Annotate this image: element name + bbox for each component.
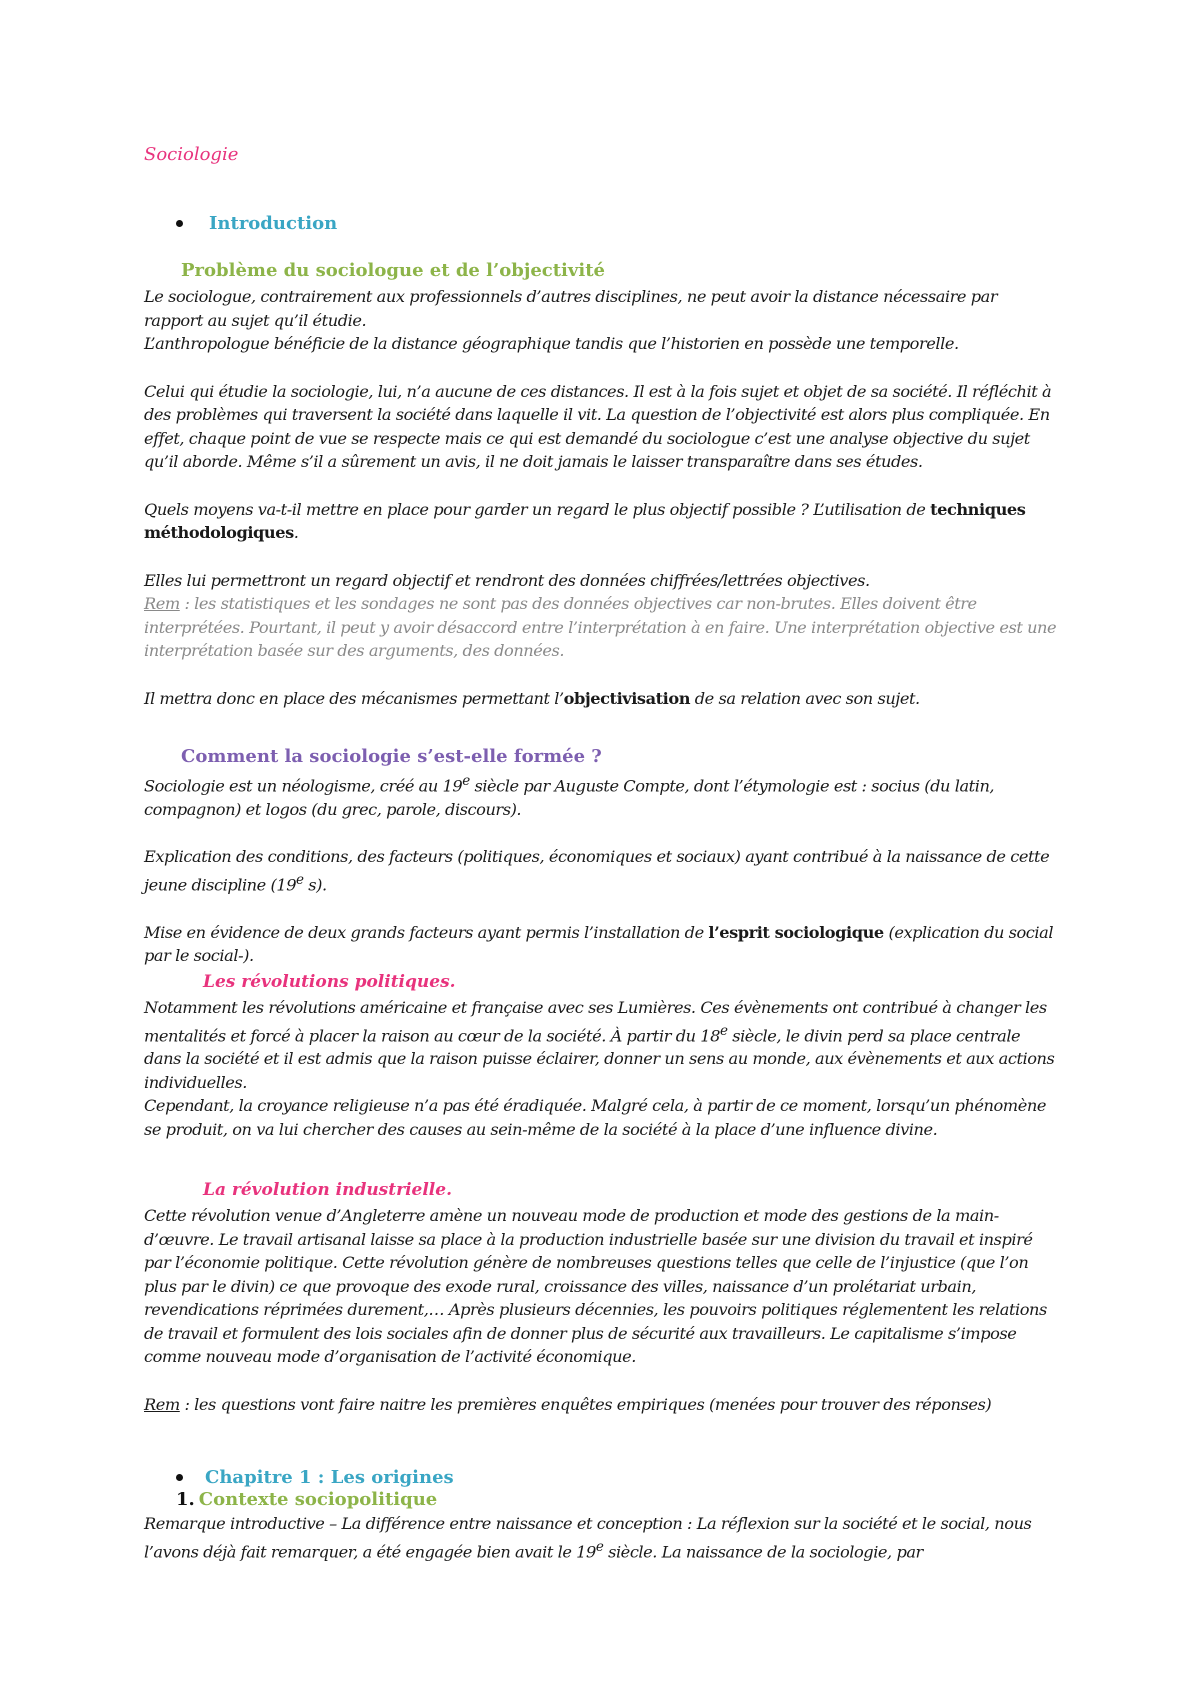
- bullet-icon: [176, 220, 183, 227]
- chapter1-body: [144, 1512, 1060, 1563]
- text-run: de sa relation avec son sujet.: [690, 688, 920, 708]
- superscript: e: [462, 773, 470, 789]
- bold-term: objectivisation: [563, 688, 691, 708]
- intro-heading: Introduction: [209, 213, 338, 234]
- remark-label: Rem: [144, 1394, 180, 1414]
- paragraph: [144, 687, 1060, 711]
- bold-term: techniques méthodologiques: [144, 499, 1026, 542]
- text-run: .: [293, 523, 299, 542]
- superscript: e: [595, 1538, 604, 1555]
- chapter1-subheading-row: [176, 1489, 437, 1510]
- chapter1-subheading: Contexte sociopolitique: [198, 1489, 438, 1510]
- text-run: Remarque introductive – La différence entre naissance et conception : La réflexion sur la société et le social, nous l’avons déjà fait remarquer, a été engagée bien avait le 19: [144, 1514, 1032, 1561]
- paragraph: [144, 770, 1060, 821]
- remark-label: Rem: [144, 594, 180, 613]
- section-heading-objectivity: Problème du sociologue et de l’objectivité: [181, 260, 605, 281]
- subheading-number: 1.: [176, 1489, 195, 1510]
- paragraph: [144, 921, 1060, 968]
- section-objectivity-body: [144, 285, 1060, 710]
- section-heading-industrial-revolution: La révolution industrielle.: [203, 1180, 452, 1200]
- text-run: Quels moyens va-t-il mettre en place pour garder un regard le plus objectif possible ? L’utilisation de: [144, 499, 931, 519]
- paragraph: [144, 845, 1060, 896]
- text-run: Il mettra donc en place des mécanismes permettant l’: [144, 688, 564, 708]
- paragraph: L’anthropologue bénéficie de la distance géographique tandis que l’historien en possède une temporelle.: [144, 334, 959, 353]
- paragraph: [144, 498, 1060, 545]
- text-run: s).: [303, 875, 327, 895]
- paragraph: Celui qui étudie la sociologie, lui, n’a aucune de ces distances. Il est à la fois sujet et objet de sa société. Il réfléchit à des problèmes qui traversent la société dans laquelle il vit. La question de l’objectivité est alors plus compliquée. En effet, chaque point de vue se respecte mais ce qui est demandé du sociologue c’est une analyse objective du sujet qu’il aborde. Même s’il a sûrement un avis, il ne doit jamais le laisser transparaître dans ses études.: [144, 381, 1052, 471]
- text-run: : les statistiques et les sondages ne sont pas des données objectives car non-brutes. Elles doivent être interprétées. Pourtant, il peut y avoir désaccord entre l’interprétation à en faire. Une interprétation objective est une interprétation basée sur des arguments, des données.: [144, 594, 1057, 660]
- text-run: siècle par Auguste Compte, dont l’étymologie est : socius (du latin, compagnon) et logos (du grec, parole, discours).: [144, 776, 995, 819]
- paragraph: Cette révolution venue d’Angleterre amène un nouveau mode de production et mode des gestions de la main-d’œuvre. Le travail artisanal laisse sa place à la production industrielle basée sur une division du travail et inspiré par l’économie politique. Cette révolution génère de nombreuses questions telles que celle de l’injustice (que l’on plus par le divin) ce que provoque des exode rural, croissance des villes, naissance d’un prolétariat urbain, revendications réprimées durement,… Après plusieurs décennies, les pouvoirs politiques réglementent les relations de travail et formulent des lois sociales afin de donner plus de sécurité aux travailleurs. Le capitalisme s’impose comme nouveau mode d’organisation de l’activité économique.: [144, 1206, 1047, 1366]
- section-political-body: [144, 996, 1060, 1141]
- text-run: (explication du social par le social-).: [144, 922, 1054, 966]
- text-run: siècle. La naissance de la sociologie, par: [603, 1541, 923, 1561]
- paragraph: Elles lui permettront un regard objectif et rendront des données chiffrées/lettrées objectives.: [144, 570, 870, 590]
- section-industrial-body: [144, 1204, 1060, 1416]
- superscript: e: [296, 871, 304, 888]
- paragraph: [144, 1512, 1060, 1563]
- chapter1-heading: Chapitre 1 : Les origines: [205, 1467, 454, 1488]
- paragraph: Cependant, la croyance religieuse n’a pas été éradiquée. Malgré cela, à partir de ce moment, lorsqu’un phénomène se produit, on va lui chercher des causes au sein-même de la société à la place d’une influence divine.: [144, 1096, 1046, 1139]
- document-title: Sociologie: [144, 144, 239, 165]
- remark-paragraph: [144, 592, 1060, 663]
- paragraph: [144, 996, 1060, 1094]
- remark-paragraph: [144, 1393, 1060, 1417]
- text-run: : les questions vont faire naitre les premières enquêtes empiriques (menées pour trouver des réponses): [179, 1394, 992, 1414]
- text-run: Notamment les révolutions américaine et française avec ses Lumières. Ces évènements ont contribué à changer les mentalités et forcé à placer la raison au cœur de la société. À partir du 18: [144, 998, 1047, 1045]
- paragraph: Le sociologue, contrairement aux professionnels d’autres disciplines, ne peut avoir la distance nécessaire par rapport au sujet qu’il étudie.: [144, 287, 998, 330]
- text-run: Sociologie est un néologisme, créé au 19: [144, 776, 463, 796]
- section-heading-political-revolutions: Les révolutions politiques.: [203, 972, 456, 992]
- text-run: siècle, le divin perd sa place centrale dans la société et il est admis que la raison puisse éclairer, donner un sens au monde, aux évènements et aux actions individuelles.: [144, 1025, 1055, 1092]
- superscript: e: [719, 1022, 728, 1039]
- bullet-icon: [176, 1474, 183, 1481]
- intro-heading-row: [176, 213, 337, 234]
- section-formation-body: [144, 770, 1060, 968]
- chapter1-heading-row: [176, 1467, 454, 1488]
- text-run: Explication des conditions, des facteurs (politiques, économiques et sociaux) ayant contribué à la naissance de cette jeune discipline (19: [144, 847, 1050, 895]
- bold-term: l’esprit sociologique: [708, 922, 884, 942]
- section-heading-formation: Comment la sociologie s’est-elle formée ?: [181, 746, 602, 767]
- text-run: Mise en évidence de deux grands facteurs ayant permis l’installation de: [144, 922, 709, 942]
